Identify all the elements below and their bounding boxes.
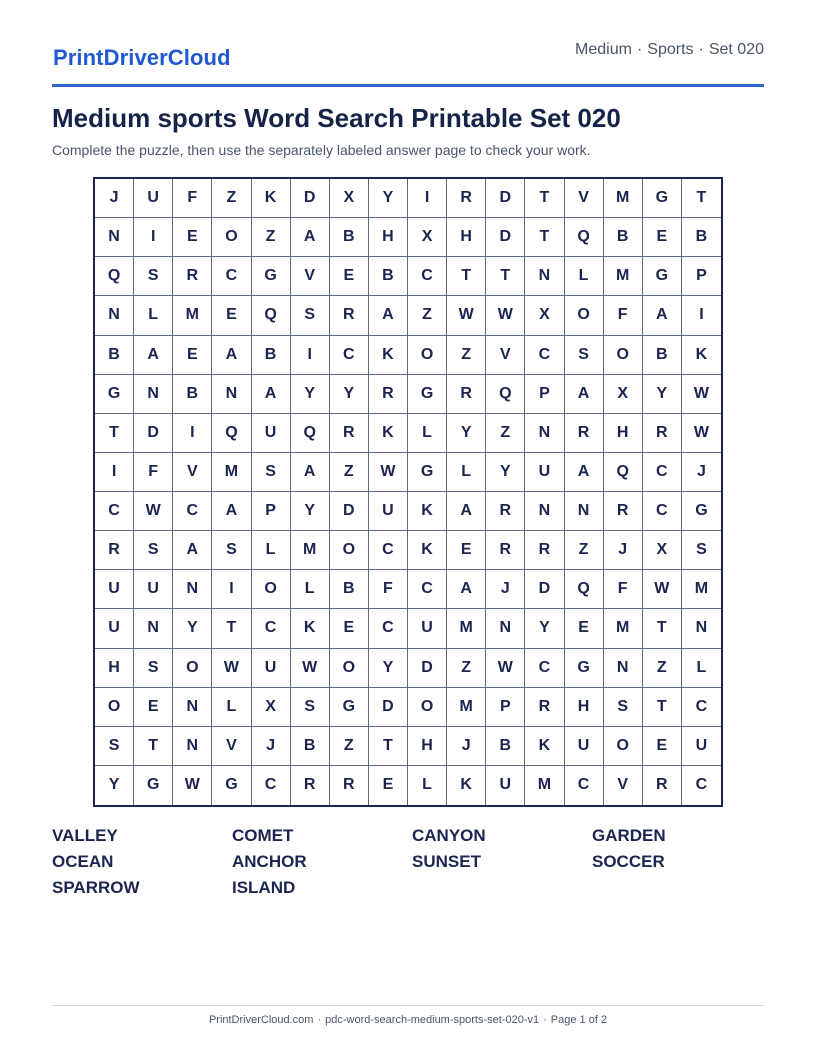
grid-cell: Z: [330, 453, 369, 492]
grid-cell: T: [212, 609, 251, 648]
topic-label: Sports: [647, 41, 694, 58]
grid-cell: Q: [252, 296, 291, 335]
grid-cell: F: [604, 296, 643, 335]
grid-cell: C: [95, 492, 134, 531]
grid-cell: S: [604, 688, 643, 727]
grid-cell: Z: [447, 336, 486, 375]
grid-cell: I: [134, 218, 173, 257]
grid-cell: W: [173, 766, 212, 805]
grid-cell: M: [525, 766, 564, 805]
grid-cell: L: [212, 688, 251, 727]
grid-cell: J: [447, 727, 486, 766]
grid-cell: D: [486, 179, 525, 218]
grid-cell: L: [408, 766, 447, 805]
grid-cell: A: [212, 492, 251, 531]
grid-cell: Y: [447, 414, 486, 453]
grid-cell: D: [330, 492, 369, 531]
grid-cell: R: [525, 531, 564, 570]
grid-cell: O: [408, 336, 447, 375]
grid-cell: Q: [212, 414, 251, 453]
word-list-item: VALLEY: [52, 826, 118, 845]
grid-cell: B: [369, 257, 408, 296]
footer-site: PrintDriverCloud.com: [208, 1014, 314, 1026]
grid-cell: D: [369, 688, 408, 727]
grid-cell: N: [95, 296, 134, 335]
grid-cell: U: [95, 570, 134, 609]
grid-cell: R: [486, 492, 525, 531]
grid-cell: J: [486, 570, 525, 609]
grid-cell: G: [643, 179, 682, 218]
grid-cell: H: [447, 218, 486, 257]
grid-cell: B: [173, 375, 212, 414]
grid-cell: Q: [95, 257, 134, 296]
grid-cell: W: [682, 375, 721, 414]
grid-cell: G: [682, 492, 721, 531]
grid-cell: C: [643, 492, 682, 531]
grid-cell: O: [565, 296, 604, 335]
grid-cell: E: [173, 336, 212, 375]
grid-cell: K: [682, 336, 721, 375]
grid-cell: A: [565, 453, 604, 492]
grid-cell: W: [643, 570, 682, 609]
grid-cell: Y: [525, 609, 564, 648]
grid-cell: T: [682, 179, 721, 218]
grid-cell: R: [486, 531, 525, 570]
grid-cell: G: [565, 649, 604, 688]
grid-cell: K: [369, 336, 408, 375]
grid-cell: U: [134, 570, 173, 609]
grid-cell: C: [525, 336, 564, 375]
grid-cell: G: [330, 688, 369, 727]
meta-separator: ·: [636, 41, 643, 58]
grid-cell: H: [408, 727, 447, 766]
grid-cell: O: [212, 218, 251, 257]
grid-cell: Z: [252, 218, 291, 257]
grid-cell: I: [682, 296, 721, 335]
grid-cell: E: [330, 257, 369, 296]
grid-cell: V: [565, 179, 604, 218]
grid-cell: W: [369, 453, 408, 492]
grid-cell: X: [604, 375, 643, 414]
footer-doc-id: pdc-word-search-medium-sports-set-020-v1: [325, 1014, 540, 1026]
grid-cell: G: [408, 375, 447, 414]
grid-cell: N: [173, 727, 212, 766]
grid-cell: Q: [565, 218, 604, 257]
grid-cell: D: [134, 414, 173, 453]
grid-cell: K: [525, 727, 564, 766]
grid-cell: S: [682, 531, 721, 570]
grid-cell: M: [604, 609, 643, 648]
grid-cell: U: [682, 727, 721, 766]
grid-cell: M: [447, 609, 486, 648]
grid-cell: Q: [565, 570, 604, 609]
grid-cell: O: [604, 336, 643, 375]
grid-cell: J: [604, 531, 643, 570]
grid-cell: R: [525, 688, 564, 727]
grid-cell: J: [95, 179, 134, 218]
grid-cell: F: [369, 570, 408, 609]
grid-cell: A: [643, 296, 682, 335]
grid-cell: I: [291, 336, 330, 375]
grid-cell: S: [134, 531, 173, 570]
grid-cell: C: [565, 766, 604, 805]
grid-cell: E: [330, 609, 369, 648]
grid-cell: H: [565, 688, 604, 727]
grid-cell: R: [643, 414, 682, 453]
grid-cell: Z: [330, 727, 369, 766]
difficulty-label: Medium: [575, 41, 632, 58]
grid-cell: D: [525, 570, 564, 609]
grid-cell: M: [212, 453, 251, 492]
grid-cell: S: [252, 453, 291, 492]
grid-cell: Q: [604, 453, 643, 492]
grid-cell: G: [95, 375, 134, 414]
grid-cell: N: [486, 609, 525, 648]
grid-cell: Y: [369, 649, 408, 688]
grid-cell: T: [643, 688, 682, 727]
grid-cell: V: [212, 727, 251, 766]
grid-cell: J: [252, 727, 291, 766]
grid-cell: N: [212, 375, 251, 414]
grid-cell: R: [330, 766, 369, 805]
grid-cell: T: [525, 218, 564, 257]
grid-cell: Z: [486, 414, 525, 453]
grid-cell: S: [134, 649, 173, 688]
grid-cell: U: [134, 179, 173, 218]
grid-cell: R: [291, 766, 330, 805]
grid-cell: Y: [291, 492, 330, 531]
grid-cell: B: [291, 727, 330, 766]
grid-cell: T: [369, 727, 408, 766]
grid-cell: I: [408, 179, 447, 218]
grid-cell: U: [95, 609, 134, 648]
grid-cell: U: [486, 766, 525, 805]
grid-cell: R: [447, 179, 486, 218]
grid-cell: S: [95, 727, 134, 766]
grid-cell: E: [173, 218, 212, 257]
grid-cell: C: [252, 766, 291, 805]
grid-cell: X: [252, 688, 291, 727]
grid-cell: X: [643, 531, 682, 570]
grid-cell: Y: [369, 179, 408, 218]
grid-cell: N: [525, 257, 564, 296]
page-header: [52, 38, 764, 87]
grid-cell: Z: [643, 649, 682, 688]
grid-cell: O: [252, 570, 291, 609]
grid-cell: C: [408, 257, 447, 296]
brand-logo: PrintDriverCloud: [53, 45, 231, 70]
word-list-item: SOCCER: [592, 852, 665, 871]
grid-cell: B: [252, 336, 291, 375]
grid-cell: K: [369, 414, 408, 453]
grid-cell: A: [291, 218, 330, 257]
grid-cell: R: [565, 414, 604, 453]
grid-cell: W: [212, 649, 251, 688]
grid-cell: K: [252, 179, 291, 218]
page-footer: [0, 1014, 816, 1026]
word-list: [52, 826, 772, 904]
grid-cell: M: [173, 296, 212, 335]
grid-cell: E: [565, 609, 604, 648]
grid-cell: C: [408, 570, 447, 609]
set-label: Set 020: [708, 41, 764, 58]
grid-cell: O: [330, 649, 369, 688]
grid-cell: I: [173, 414, 212, 453]
grid-cell: Q: [291, 414, 330, 453]
word-list-item: SPARROW: [52, 878, 140, 897]
grid-cell: B: [682, 218, 721, 257]
word-list-item: GARDEN: [592, 826, 666, 845]
grid-cell: I: [95, 453, 134, 492]
word-list-item: CANYON: [412, 826, 486, 845]
grid-cell: L: [447, 453, 486, 492]
grid-cell: D: [486, 218, 525, 257]
grid-cell: L: [565, 257, 604, 296]
grid-cell: N: [525, 414, 564, 453]
grid-cell: C: [682, 688, 721, 727]
word-list-item: ISLAND: [232, 878, 296, 897]
grid-cell: N: [565, 492, 604, 531]
grid-cell: W: [447, 296, 486, 335]
grid-cell: E: [447, 531, 486, 570]
grid-cell: G: [212, 766, 251, 805]
footer-page-number: Page 1 of 2: [550, 1014, 608, 1026]
grid-cell: T: [447, 257, 486, 296]
grid-cell: V: [604, 766, 643, 805]
grid-cell: R: [447, 375, 486, 414]
grid-cell: L: [252, 531, 291, 570]
grid-cell: K: [408, 531, 447, 570]
grid-cell: L: [134, 296, 173, 335]
grid-cell: Y: [486, 453, 525, 492]
page-title: Medium sports Word Search Printable Set 020: [52, 103, 621, 133]
grid-cell: T: [525, 179, 564, 218]
grid-cell: A: [173, 531, 212, 570]
grid-cell: N: [134, 375, 173, 414]
grid-cell: A: [212, 336, 251, 375]
grid-cell: X: [408, 218, 447, 257]
grid-cell: W: [134, 492, 173, 531]
grid-cell: G: [643, 257, 682, 296]
grid-cell: M: [604, 179, 643, 218]
grid-cell: P: [486, 688, 525, 727]
grid-cell: U: [369, 492, 408, 531]
grid-cell: W: [291, 649, 330, 688]
grid-cell: E: [643, 218, 682, 257]
grid-cell: B: [604, 218, 643, 257]
grid-cell: O: [173, 649, 212, 688]
grid-cell: C: [173, 492, 212, 531]
grid-cell: U: [525, 453, 564, 492]
grid-cell: G: [134, 766, 173, 805]
grid-cell: A: [447, 492, 486, 531]
puzzle-meta: [575, 41, 764, 59]
grid-cell: R: [173, 257, 212, 296]
grid-cell: P: [252, 492, 291, 531]
grid-cell: C: [695, 776, 708, 794]
grid-cell: N: [173, 688, 212, 727]
grid-cell: C: [643, 453, 682, 492]
grid-cell: O: [604, 727, 643, 766]
grid-cell: R: [643, 766, 682, 805]
grid-cell: F: [173, 179, 212, 218]
grid-cell: N: [525, 492, 564, 531]
footer-separator: ·: [317, 1014, 322, 1026]
grid-cell: W: [486, 649, 525, 688]
grid-cell: C: [252, 609, 291, 648]
instructions-text: Complete the puzzle, then use the separately labeled answer page to check your work.: [52, 142, 591, 158]
grid-cell: Z: [212, 179, 251, 218]
grid-cell: N: [604, 649, 643, 688]
grid-cell: W: [486, 296, 525, 335]
grid-cell: K: [291, 609, 330, 648]
grid-cell: R: [95, 531, 134, 570]
grid-cell: H: [369, 218, 408, 257]
grid-cell: Y: [643, 375, 682, 414]
grid-cell: A: [252, 375, 291, 414]
grid-cell: E: [134, 688, 173, 727]
grid-cell: P: [682, 257, 721, 296]
word-search-grid: [93, 177, 723, 807]
grid-cell: K: [408, 492, 447, 531]
grid-cell: Z: [565, 531, 604, 570]
grid-cell: U: [408, 609, 447, 648]
word-list-item: OCEAN: [52, 852, 114, 871]
grid-cell: C: [369, 531, 408, 570]
grid-cell: M: [447, 688, 486, 727]
word-list-item: SUNSET: [412, 852, 481, 871]
grid-cell: E: [212, 296, 251, 335]
grid-cell: G: [408, 453, 447, 492]
grid-cell: V: [291, 257, 330, 296]
meta-separator: ·: [698, 41, 704, 58]
grid-cell: E: [643, 727, 682, 766]
grid-cell: W: [682, 414, 721, 453]
grid-cell: L: [682, 649, 721, 688]
grid-cell: R: [604, 492, 643, 531]
grid-cell: S: [291, 688, 330, 727]
grid-cell: Q: [486, 375, 525, 414]
grid-cell: A: [134, 336, 173, 375]
grid-cell: J: [682, 453, 721, 492]
grid-cell: S: [291, 296, 330, 335]
grid-cell: A: [565, 375, 604, 414]
grid-cell: C: [330, 336, 369, 375]
grid-cell: D: [291, 179, 330, 218]
grid-cell: N: [134, 609, 173, 648]
grid-cell: P: [525, 375, 564, 414]
grid-cell: T: [643, 609, 682, 648]
grid-cell: E: [369, 766, 408, 805]
grid-cell: V: [173, 453, 212, 492]
grid-cell: T: [486, 257, 525, 296]
grid-cell: B: [330, 218, 369, 257]
grid-cell: F: [134, 453, 173, 492]
grid-cell: K: [447, 766, 486, 805]
grid-cell: A: [291, 453, 330, 492]
grid-cell: M: [604, 257, 643, 296]
grid-cell: H: [604, 414, 643, 453]
grid-cell: X: [330, 179, 369, 218]
grid-cell: C: [525, 649, 564, 688]
grid-cell: Z: [447, 649, 486, 688]
grid-cell: M: [291, 531, 330, 570]
grid-cell: V: [486, 336, 525, 375]
grid-cell: U: [252, 649, 291, 688]
grid-cell: B: [486, 727, 525, 766]
grid-cell: X: [525, 296, 564, 335]
grid-cell: O: [95, 688, 134, 727]
footer-separator: ·: [543, 1014, 547, 1026]
grid-cell: R: [330, 414, 369, 453]
grid-cell: C: [212, 257, 251, 296]
grid-cell: M: [682, 570, 721, 609]
grid-cell: Y: [330, 375, 369, 414]
word-list-item: ANCHOR: [232, 852, 307, 871]
grid-cell: Y: [173, 609, 212, 648]
grid-cell: G: [252, 257, 291, 296]
grid-cell: B: [330, 570, 369, 609]
grid-cell: S: [134, 257, 173, 296]
grid-cell: N: [173, 570, 212, 609]
grid-cell: T: [95, 414, 134, 453]
grid-cell: Y: [291, 375, 330, 414]
grid-cell: S: [212, 531, 251, 570]
grid-cell: H: [95, 649, 134, 688]
grid-cell: Y: [95, 766, 134, 805]
grid-cell: I: [212, 570, 251, 609]
grid-cell: C: [369, 609, 408, 648]
grid-cell: U: [565, 727, 604, 766]
grid-cell: R: [330, 296, 369, 335]
grid-cell: O: [330, 531, 369, 570]
grid-cell: L: [291, 570, 330, 609]
grid-cell: F: [604, 570, 643, 609]
grid-cell: A: [447, 570, 486, 609]
grid-cell: B: [643, 336, 682, 375]
grid-cell: B: [95, 336, 134, 375]
grid-cell: L: [408, 414, 447, 453]
grid-cell: N: [682, 609, 721, 648]
footer-divider: [52, 1005, 764, 1006]
grid-cell: R: [369, 375, 408, 414]
word-list-item: COMET: [232, 826, 294, 845]
grid-cell: Z: [408, 296, 447, 335]
grid-cell: A: [369, 296, 408, 335]
grid-cell: S: [565, 336, 604, 375]
grid-cell: N: [95, 218, 134, 257]
grid-cell: T: [134, 727, 173, 766]
grid-cell: D: [408, 649, 447, 688]
grid-cell: O: [408, 688, 447, 727]
grid-cell: U: [252, 414, 291, 453]
